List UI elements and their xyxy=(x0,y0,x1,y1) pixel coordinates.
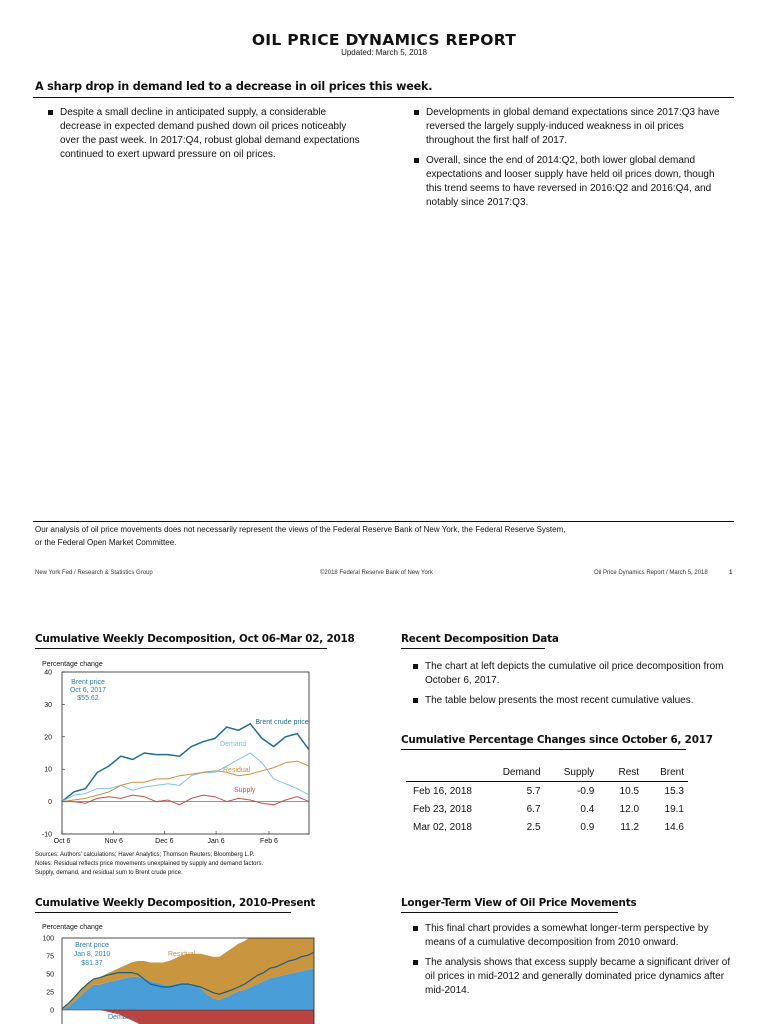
disclaimer-line-1: Our analysis of oil price movements does not necessarily represent the views of the Federal Reserve Bank of New York, the Federal Reserve System, xyxy=(35,525,566,534)
recent-bullet-2: The table below presents the most recent cumulative values. xyxy=(413,694,733,708)
table-row xyxy=(406,800,688,818)
table-cell-supply: -0.9 xyxy=(577,785,595,797)
chart2-ytick-label: 50 xyxy=(46,971,54,979)
table-header-rest: Rest xyxy=(618,766,640,778)
chart1-ylabel: Percentage change xyxy=(42,661,103,668)
chart1-annot-residual: Residual xyxy=(223,767,251,774)
footer-left: New York Fed / Research & Statistics Group xyxy=(35,570,153,576)
updated-date: Updated: March 5, 2018 xyxy=(341,48,427,57)
right-bullet-1: Developments in global demand expectations since 2017:Q3 have reversed the largely supply-induced weakness in oil prices throughout the first half of 2017. xyxy=(414,106,732,148)
chart2-ytick-label: 25 xyxy=(46,989,54,997)
chart1-annot-brent-1: Brent price xyxy=(71,679,105,686)
chart1-frame xyxy=(62,672,309,834)
page-number: 1 xyxy=(729,570,733,576)
chart1-xtick-label: Oct 6 xyxy=(53,838,71,845)
chart1-source-line: Sources: Authors' calculations; Haver Analytics; Thomson Reuters; Bloomberg L.P. xyxy=(35,852,255,858)
chart2-title-rule xyxy=(35,912,291,913)
table-cell-demand: 2.5 xyxy=(526,821,541,833)
chart2-annot-brent-3: $81.37 xyxy=(81,960,103,967)
chart1-xtick-label: Nov 6 xyxy=(104,838,123,845)
chart2-ytick-label: 100 xyxy=(42,935,54,943)
disclaimer-line-2: or the Federal Open Market Committee. xyxy=(35,537,177,547)
chart1-note-line: Notes: Residual reflects price movements unexplained by supply and demand factors. xyxy=(35,861,264,867)
chart1-xtick-label: Feb 6 xyxy=(260,838,278,845)
headline: A sharp drop in demand led to a decrease in oil prices this week. xyxy=(35,80,433,93)
chart1-xtick-label: Jan 6 xyxy=(207,838,225,845)
table-header-demand: Demand xyxy=(502,766,541,778)
chart1-ytick-label: 20 xyxy=(44,734,52,742)
table-cell-date: Mar 02, 2018 xyxy=(413,821,472,833)
right-bullet-2: Overall, since the end of 2014:Q2, both lower global demand expectations and looser supply have held oil prices down, though this trend seems to have reversed in 2016:Q2 and 2016:Q4, and notably since 2017:Q3. xyxy=(414,154,732,210)
table-cell-brent: 15.3 xyxy=(664,785,684,797)
chart2-annot-brent-2: Jan 8, 2010 xyxy=(73,951,111,958)
chart1-title: Cumulative Weekly Decomposition, Oct 06-Mar 02, 2018 xyxy=(35,633,355,645)
chart1-title-rule xyxy=(35,648,327,649)
table-cell-date: Feb 16, 2018 xyxy=(413,785,472,797)
left-column xyxy=(48,106,366,168)
longer-term-bullets xyxy=(413,922,733,1004)
chart1-annot-brent-crude: Brent crude price xyxy=(255,719,309,726)
recent-bullets xyxy=(413,660,733,714)
recent-data-title-rule xyxy=(401,648,545,649)
table-cell-rest: 12.0 xyxy=(619,803,640,815)
left-bullet: Despite a small decline in anticipated supply, a considerable decrease in expected demand pushed down oil prices noticeably over the past week. In 2017:Q4, robust global demand expectations continued to exert upward pressure on oil prices. xyxy=(48,106,366,162)
recent-bullet-1: The chart at left depicts the cumulative oil price decomposition from October 6, 2017. xyxy=(413,660,733,688)
chart1-xtick-label: Dec 6 xyxy=(155,838,174,845)
footer-center: ©2018 Federal Reserve Bank of New York xyxy=(320,570,433,576)
chart1-ytick-label: -10 xyxy=(41,831,52,839)
table-header-supply: Supply xyxy=(563,766,595,778)
footer-right: Oil Price Dynamics Report / March 5, 2018 xyxy=(594,570,708,576)
table-cell-supply: 0.9 xyxy=(580,821,595,833)
chart1-ytick-label: 30 xyxy=(44,701,52,709)
chart2-area-supply xyxy=(62,1010,314,1024)
chart2-annot-brent-1: Brent price xyxy=(75,942,109,949)
chart2 xyxy=(30,920,320,1024)
chart2-title: Cumulative Weekly Decomposition, 2010-Present xyxy=(35,897,316,909)
chart1-ytick-label: 40 xyxy=(44,669,52,677)
chart1-annot-brent-3: $55.62 xyxy=(77,695,99,702)
decomposition-table xyxy=(406,763,688,836)
table-cell-rest: 11.2 xyxy=(620,821,640,833)
longer-bullet-1: This final chart provides a somewhat longer-term perspective by means of a cumulative decomposition from 2010 onward. xyxy=(413,922,733,950)
chart2-annot-residual: Residual xyxy=(168,951,196,958)
chart1-sources xyxy=(35,851,365,878)
headline-rule xyxy=(33,97,734,98)
chart2-ytick-label: 75 xyxy=(46,953,54,961)
chart1-series-brent-crude-price xyxy=(62,724,309,802)
table-cell-demand: 6.7 xyxy=(526,803,541,815)
longer-bullet-2: The analysis shows that excess supply became a significant driver of oil prices in mid-2012 and generally dominated price dynamics after mid-2014. xyxy=(413,956,733,998)
report-title: OIL PRICE DYNAMICS REPORT xyxy=(251,31,517,49)
chart2-ytick-label: 0 xyxy=(50,1007,54,1015)
chart1-annot-brent-2: Oct 6, 2017 xyxy=(69,687,107,694)
chart1-note-line-2: Supply, demand, and residual sum to Brent crude price. xyxy=(35,870,183,876)
longer-term-title: Longer-Term View of Oil Price Movements xyxy=(401,897,637,909)
table-header-brent: Brent xyxy=(660,766,684,778)
disclaimer-rule xyxy=(33,521,734,522)
longer-term-title-rule xyxy=(401,912,618,913)
right-column xyxy=(414,106,732,216)
table-cell-brent: 19.1 xyxy=(664,803,684,815)
chart1-ytick-label: 10 xyxy=(44,766,52,774)
chart1-annot-supply: Supply xyxy=(234,787,256,794)
table-cell-rest: 10.5 xyxy=(619,785,640,797)
chart1-series-supply xyxy=(62,795,309,805)
table-cell-brent: 14.6 xyxy=(664,821,684,833)
table-title-rule xyxy=(401,749,686,750)
table-cell-date: Feb 23, 2018 xyxy=(413,803,472,815)
recent-data-title: Recent Decomposition Data xyxy=(401,633,559,645)
table-cell-demand: 5.7 xyxy=(526,785,541,797)
chart2-annot-demand: Demand xyxy=(108,1014,135,1021)
table-row xyxy=(406,818,688,836)
disclaimer xyxy=(35,524,675,549)
table-row xyxy=(406,782,688,801)
table-cell-supply: 0.4 xyxy=(580,803,595,815)
table-title: Cumulative Percentage Changes since October 6, 2017 xyxy=(401,734,713,746)
chart1 xyxy=(30,656,320,850)
table-header-blank xyxy=(406,763,486,782)
chart1-ytick-label: 0 xyxy=(48,799,52,807)
chart2-ylabel: Percentage change xyxy=(42,924,103,931)
chart1-series-residual xyxy=(62,761,309,802)
chart1-annot-demand: Demand xyxy=(220,741,247,748)
